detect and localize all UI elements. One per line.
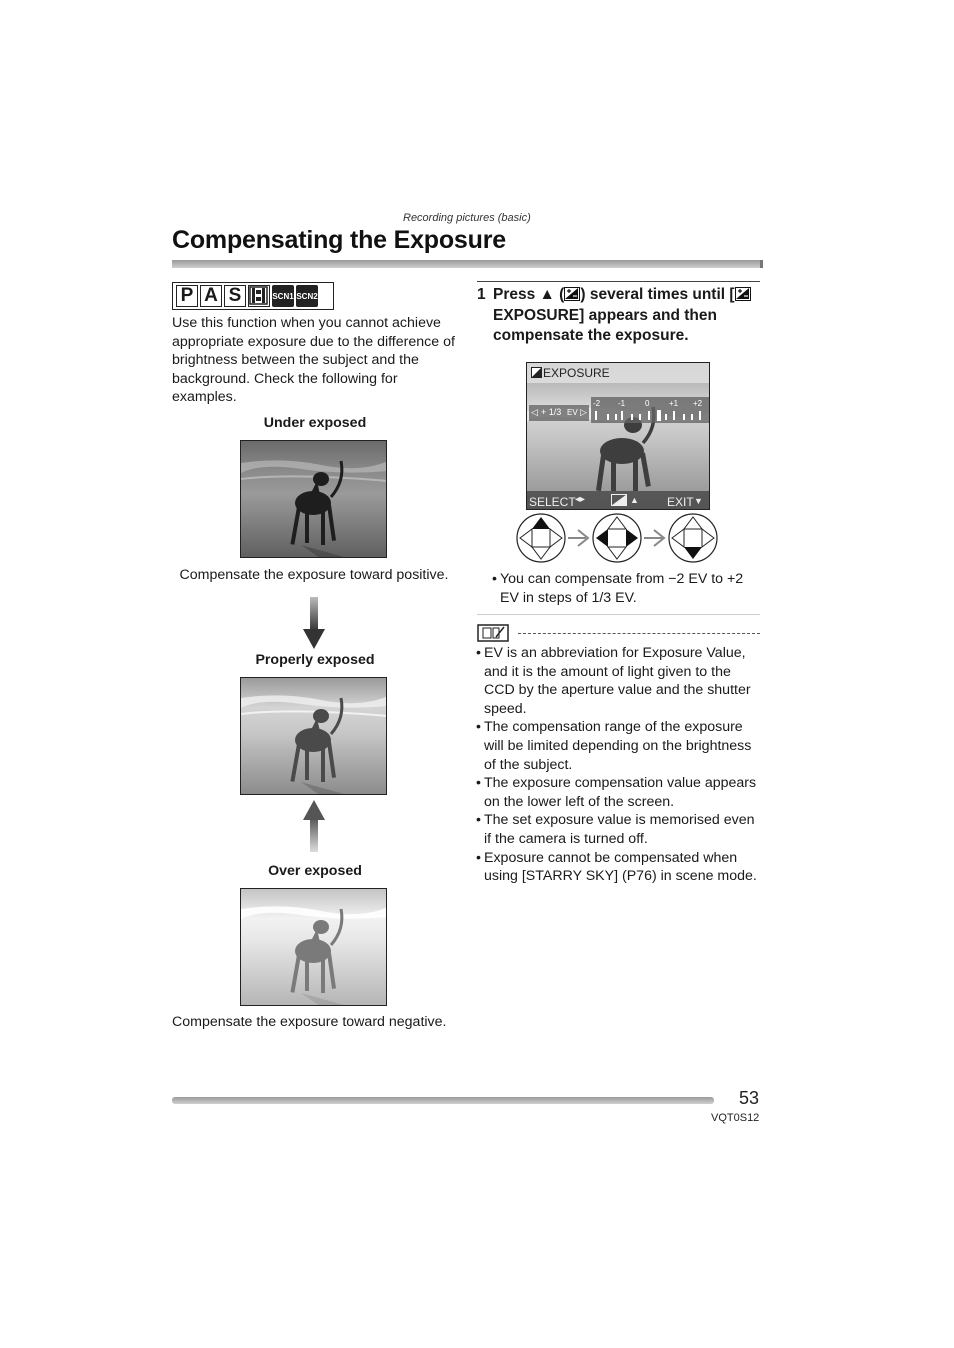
step-rule: [477, 281, 760, 282]
screen-photo: [527, 363, 710, 510]
screen-bottom-bar: [527, 491, 710, 510]
title-rule: [172, 260, 763, 268]
under-exposed-photo: [240, 440, 387, 558]
scale-label: -1: [618, 399, 626, 408]
scale-ticks: [593, 410, 707, 421]
note-item: • The compensation range of the exposure will be limited depending on the brightness of the subject.: [476, 718, 761, 774]
button-sequence: [516, 513, 720, 565]
dpad-leftright-pressed-icon: [593, 514, 641, 562]
dpad-down-pressed-icon: [669, 514, 717, 562]
note-item: • Exposure cannot be compensated when using [STARRY SKY] (P76) in scene mode.: [476, 849, 761, 886]
over-exposed-caption: Compensate the exposure toward negative.: [172, 1014, 447, 1030]
over-exposed-photo: [240, 888, 387, 1006]
note-divider: [477, 614, 760, 615]
under-exposed-caption: Compensate the exposure toward positive.: [179, 567, 449, 583]
ev-value: + 1/3: [541, 407, 562, 417]
note-dash-line: [518, 633, 760, 634]
exposure-icon: [531, 367, 542, 378]
under-exposed-heading: Under exposed: [263, 415, 367, 431]
note-item: • EV is an abbreviation for Exposure Value, and it is the amount of light given to the CCD by the aperture value and the shutter speed.: [476, 644, 761, 718]
movie-mode-icon: [248, 285, 270, 307]
notes-list: [476, 644, 761, 886]
step-number: 1: [477, 286, 486, 303]
exposure-icon: [735, 287, 751, 301]
arrow-down-icon: [302, 597, 326, 649]
page-title: Compensating the Exposure: [172, 226, 506, 254]
scale-label: -2: [593, 399, 601, 408]
scale-label: +1: [669, 399, 679, 408]
arrow-up-icon: [302, 800, 326, 852]
mode-icons: [172, 282, 334, 310]
step-text-part3: EXPOSURE] appears and then compensate the exposure.: [493, 306, 717, 344]
properly-exposed-heading: Properly exposed: [255, 652, 375, 668]
mode-p-icon: P: [176, 285, 198, 307]
screen-title-bar: [527, 363, 710, 383]
step-text-part2: ) several times until [: [580, 286, 735, 303]
range-bullet: • You can compensate from −2 EV to +2 EV in steps of 1/3 EV.: [492, 570, 747, 607]
scene2-mode-icon: SCN2: [296, 285, 318, 307]
intro-text: Use this function when you cannot achieve appropriate exposure due to the difference of brightness between the subject and the background. Check the following for examples.: [172, 315, 455, 406]
ev-scale: [591, 397, 709, 423]
scale-label: +2: [693, 399, 703, 408]
page-number: 53: [739, 1088, 760, 1108]
note-item: • The exposure compensation value appears on the lower left of the screen.: [476, 774, 761, 811]
range-text: You can compensate from −2 EV to +2 EV in steps of 1/3 EV.: [500, 571, 744, 606]
document-code: VQT0S12: [711, 1112, 760, 1124]
over-exposed-heading: Over exposed: [268, 863, 362, 879]
step-instruction: [493, 285, 763, 347]
ev-value-box: [529, 405, 589, 421]
chevron-right-icon: ▷: [580, 407, 587, 417]
exit-label: EXIT: [667, 495, 694, 509]
exposure-icon: [611, 494, 627, 506]
note-item: • The set exposure value is memorised even if the camera is turned off.: [476, 811, 761, 848]
scene1-mode-icon: SCN1: [272, 285, 294, 307]
left-right-icon: ◂▸: [575, 494, 586, 505]
screen-title: EXPOSURE: [543, 366, 610, 380]
mode-a-icon: A: [200, 285, 222, 307]
step-text-part1: Press ▲ (: [493, 286, 565, 303]
down-arrow-icon: ▼: [694, 496, 703, 506]
dpad-up-pressed-icon: [517, 514, 565, 562]
scale-label: 0: [645, 399, 650, 408]
footer-bar: [172, 1097, 714, 1104]
select-label: SELECT: [529, 495, 576, 509]
section-label: Recording pictures (basic): [403, 212, 531, 224]
up-arrow-icon: ▲: [630, 495, 639, 505]
properly-exposed-photo: [240, 677, 387, 795]
chevron-left-icon: ◁: [531, 407, 538, 417]
ev-unit: EV: [567, 408, 578, 417]
exposure-icon: [564, 287, 580, 301]
note-icon: [477, 624, 509, 642]
mode-s-icon: S: [224, 285, 246, 307]
camera-screen: [526, 362, 710, 510]
